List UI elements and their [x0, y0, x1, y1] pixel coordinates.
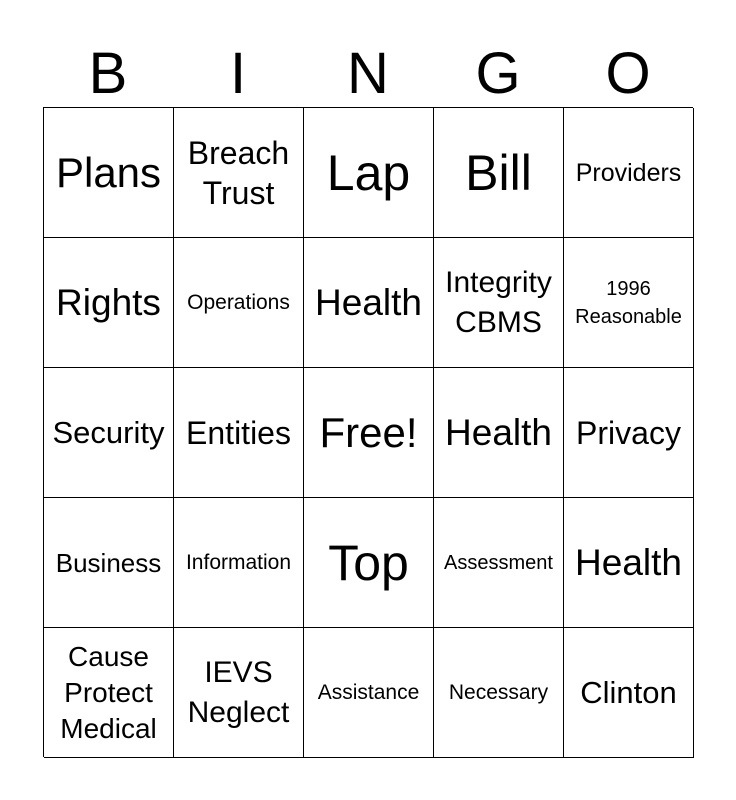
cell-text: Cause [68, 640, 149, 672]
bingo-cell[interactable] [304, 238, 434, 368]
cell-text: Lap [326, 144, 411, 201]
cell-text: Medical [60, 712, 157, 744]
bingo-cell[interactable] [564, 498, 694, 628]
cell-text: Operations [187, 290, 290, 314]
bingo-cell[interactable] [44, 238, 174, 368]
bingo-cell[interactable] [434, 238, 564, 368]
cell-text: Health [445, 411, 552, 453]
header-letter-b: B [88, 41, 128, 106]
cell-text: Health [575, 541, 682, 583]
bingo-grid [43, 107, 693, 757]
cell-text: Top [328, 534, 409, 591]
cell-text: Business [55, 547, 162, 578]
bingo-cell[interactable] [304, 108, 434, 238]
cell-text: Health [315, 281, 422, 323]
cell-text: Bill [465, 144, 532, 201]
header-letter-n: N [347, 41, 389, 106]
bingo-cell[interactable] [564, 238, 694, 368]
bingo-cell[interactable] [564, 368, 694, 498]
cell-text: Protect [64, 676, 153, 708]
cell-text: Trust [202, 174, 275, 211]
free-space[interactable] [304, 368, 434, 498]
bingo-cell[interactable] [304, 628, 434, 758]
cell-text: Neglect [187, 695, 290, 729]
cell-text: Breach [187, 134, 290, 171]
cell-text: Reasonable [575, 305, 682, 328]
cell-text: Free! [319, 408, 418, 456]
cell-text: Necessary [448, 680, 549, 704]
bingo-cell[interactable] [174, 498, 304, 628]
bingo-cell[interactable] [44, 498, 174, 628]
cell-text: IEVS [204, 655, 273, 689]
cell-text: CBMS [455, 305, 542, 339]
bingo-cell[interactable] [44, 628, 174, 758]
cell-text: Providers [575, 158, 682, 187]
cell-text: 1996 [606, 277, 651, 300]
cell-text: Plans [55, 148, 162, 196]
cell-text: Information [185, 550, 292, 574]
bingo-cell[interactable] [174, 368, 304, 498]
bingo-cell[interactable] [434, 108, 564, 238]
bingo-cell[interactable] [304, 498, 434, 628]
bingo-cell[interactable] [174, 108, 304, 238]
cell-text: Privacy [576, 414, 681, 451]
bingo-cell[interactable] [174, 628, 304, 758]
cell-text: Integrity [445, 265, 552, 299]
bingo-cell[interactable] [564, 628, 694, 758]
cell-text: Security [52, 414, 165, 450]
bingo-cell[interactable] [434, 628, 564, 758]
cell-text: Assistance [317, 680, 420, 704]
header-letter-i: I [229, 41, 247, 106]
bingo-cell[interactable] [174, 238, 304, 368]
bingo-cell[interactable] [434, 368, 564, 498]
bingo-cell[interactable] [44, 368, 174, 498]
cell-text: Entities [186, 414, 291, 451]
bingo-header [43, 42, 693, 106]
cell-text: Clinton [580, 674, 677, 710]
header-letter-o: O [605, 41, 651, 106]
bingo-cell[interactable] [564, 108, 694, 238]
cell-text: Assessment [444, 551, 553, 574]
cell-text: Rights [56, 281, 161, 323]
bingo-cell[interactable] [434, 498, 564, 628]
bingo-cell[interactable] [44, 108, 174, 238]
header-letter-g: G [475, 41, 521, 106]
